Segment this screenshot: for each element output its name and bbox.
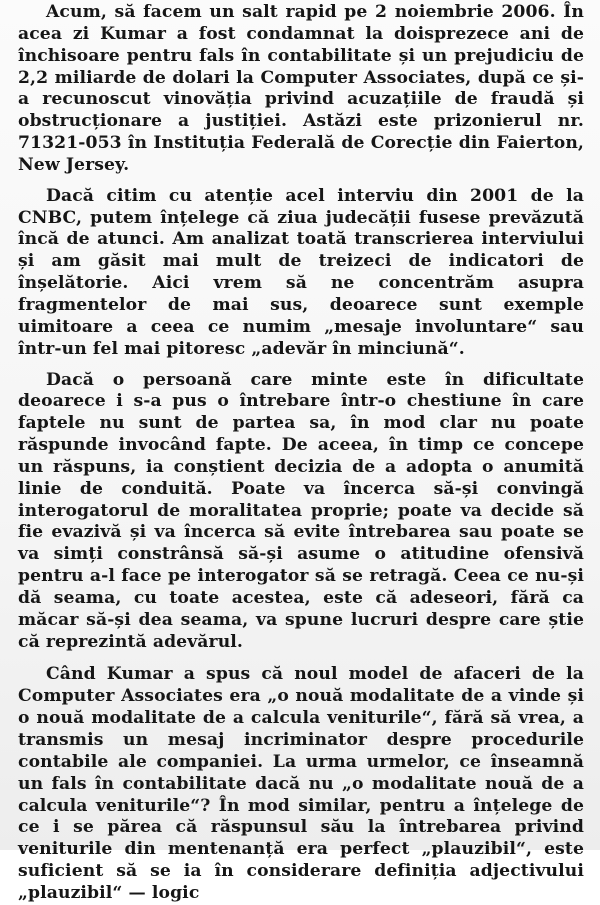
paragraph-1: Acum, să facem un salt rapid pe 2 noiembrie 2006. În acea zi Kumar a fost condamnat la doisprezece ani de închisoare pentru fals în contabilitate și un prejudiciu de 2,2 miliarde de dolari la Computer Associates, după ce și-a recunoscut vinovăția privind acuzațiile de fraudă și obstrucționare a justiției. Astăzi este prizonierul nr. 71321-053 în Instituția Federală de Corecție din Faierton, New Jersey. xyxy=(18,2,584,175)
body-text xyxy=(18,2,584,905)
paragraph-4: Când Kumar a spus că noul model de afaceri de la Computer Associates era „o nouă modalitate de a vinde și o nouă modalitate de a calcula veniturile“, fără să vrea, a transmis un mesaj incriminator despre procedurile contabile ale companiei. La urma urmelor, ce înseamnă un fals în contabilitate dacă nu „o modalitate nouă de a calcula veniturile“? În mod similar, pentru a înțelege de ce i se părea că răspunsul său la întrebarea privind veniturile din mentenanță era perfect „plauzibil“, este suficient să se ia în considerare definiția adjectivului „plauzibil“ — logic xyxy=(18,664,584,903)
paragraph-2: Dacă citim cu atenție acel interviu din 2001 de la CNBC, putem înțelege că ziua judecății fusese prevăzută încă de atunci. Am analizat toată transcrierea interviului și am găsit mai mult de treizeci de indicatori de înșelătorie. Aici vrem să ne concentrăm asupra fragmentelor de mai sus, deoarece sunt exemple uimitoare a ceea ce numim „mesaje involuntare“ sau într-un fel mai pitoresc „adevăr în minciună“. xyxy=(18,185,584,359)
paragraph-3: Dacă o persoană care minte este în dificultate deoarece i s-a pus o întrebare într-o chestiune în care faptele nu sunt de partea sa, în mod clar nu poate răspunde invocând fapte. De aceea, în timp ce concepe un răspuns, ia conștient decizia de a adopta o anumită linie de conduită. Poate va încerca să-și convingă interogatorul de moralitatea proprie; poate va decide să fie evazivă și va încerca să evite întrebarea sau poate se va simți constrânsă să-și asume o atitudine ofensivă pentru a-l face pe interogator să se retragă. Ceea ce nu-și dă seama, cu toate acestea, este că adeseori, fără ca măcar să-și dea seama, va spune lucruri despre care știe că reprezintă adevărul. xyxy=(18,369,584,652)
